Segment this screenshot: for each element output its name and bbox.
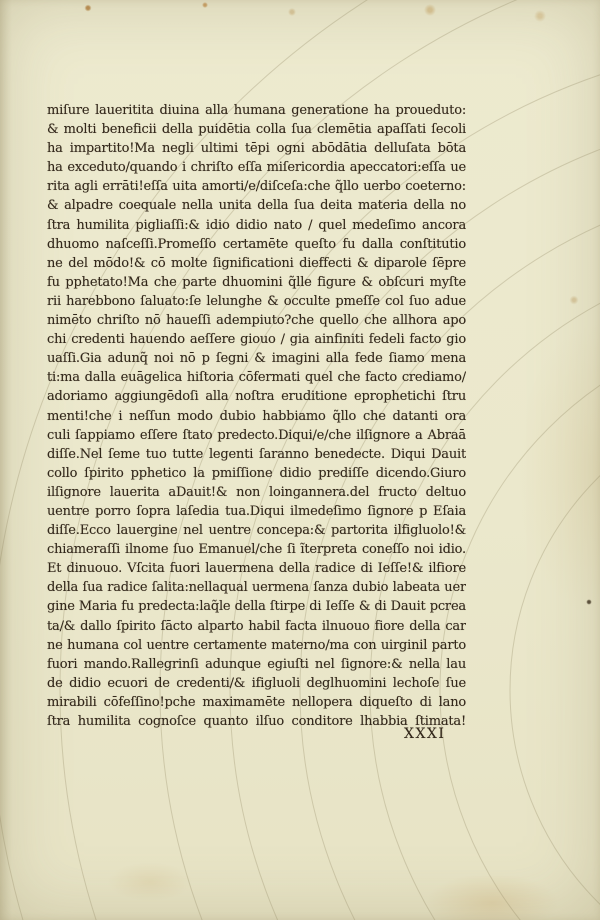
text-line: ti:ma dalla euāgelica hiſtoria cōfermati quel che facto crediamo/	[47, 370, 466, 386]
text-line: ilſignore lauerita aDauit!& non loingannera.del fructo deltuo	[47, 484, 466, 500]
text-line: uaſſi.Gia adunq̃ noi nō p ſegni & imagini alla fede ſiamo mena	[47, 351, 466, 367]
text-line: ſtra humilita cognoſce quanto ilſuo conditore lhabbia ſtimata!	[47, 714, 466, 729]
text-line: rita agli errāti!eſſa uita amorti/e/diſceſa:che q̃llo uerbo coeterno:	[47, 179, 466, 195]
text-line: ne humana col uentre certamente materno/ma con uirginil parto	[47, 637, 466, 653]
text-line: mirabili cōfeſſino!pche maximamēte nellopera diqueſto di lano	[47, 694, 466, 710]
text-line: uentre porro ſopra laſedia tua.Diqui ilmedeſimo ſignore p Eſaia	[47, 503, 466, 519]
text-line: de didio ecuori de credenti/& ifigluoli deglhuomini lechoſe ſue	[47, 675, 466, 691]
text-block	[47, 101, 466, 731]
text-line: ha exceduto/quando i chriſto eſſa miſericordia apeccatori:eſſa ue	[47, 160, 466, 176]
text-line: adoriamo aggiungēdoſi alla noſtra eruditione eprophetichi ſtru	[47, 389, 466, 405]
text-line: fu pphetato!Ma che parte dhuomini q̃lle figure & obſcuri myſte	[47, 274, 466, 290]
text-line: fuori mando.Rallegrinſi adunque egiuſti nel ſignore:& nella lau	[47, 656, 466, 672]
text-line: menti!che i neſſun modo dubio habbiamo q̃llo che datanti ora	[47, 408, 466, 424]
text-line: gine Maria fu predecta:laq̃le della ſtirpe di Ieſſe & di Dauit pcrea	[47, 599, 466, 615]
text-line: Et dinuouo. Vſcita fuori lauermena della radice di Ieſſe!& ilfiore	[47, 561, 466, 577]
text-line: & molti beneficii della puidētia colla ſua clemētia apaſſati ſecoli	[47, 122, 466, 138]
text-line: diſſe.Nel ſeme tuo tutte legenti ſaranno benedecte. Diqui Dauit	[47, 446, 466, 462]
folio-number: XXXI	[404, 726, 446, 742]
text-line: diſſe.Ecco lauergine nel uentre concepa:& partorita ilfigluolo!&	[47, 523, 466, 539]
text-line: ſtra humilita pigliaſſi:& idio didio nato / quel medeſimo ancora	[47, 217, 466, 233]
text-line: culi ſappiamo eſſere ſtato predecto.Diqui/e/che ilſignore a Abraā	[47, 427, 466, 443]
text-line: ta/& dallo ſpirito ſācto alparto habil facta ilnuouo fiore della car	[47, 618, 466, 634]
text-lines	[47, 101, 466, 731]
text-line: della ſua radice ſalita:nellaqual uermena ſanza dubio labeata uer	[47, 580, 466, 596]
text-line: chiameraſſi ilnome ſuo Emanuel/che ſi ĩterpreta coneſſo noi idio.	[47, 542, 466, 558]
text-line: ha impartito!Ma negli ultimi tēpi ogni abōdātia delluſata bōta	[47, 141, 466, 157]
text-line: ne del mōdo!& cō molte ſignificationi dieffecti & diparole ſēpre	[47, 255, 466, 271]
text-line: chi credenti hauendo aeſſere giouo / gia ainfiniti fedeli facto gio	[47, 332, 466, 348]
text-line: nimēto chriſto nō haueſſi adempiuto?che quello che allhora apo	[47, 313, 466, 329]
text-line: collo ſpirito pphetico la pmiſſione didio prediſſe dicendo.Giuro	[47, 465, 466, 481]
text-line: miſure laueritita diuina alla humana generatione ha proueduto:	[47, 103, 466, 118]
text-line: rii harebbono ſaluato:ſe lelunghe & occulte pmeſſe col ſuo adue	[47, 293, 466, 309]
text-line: & alpadre coequale nella unita della ſua deita materia della no	[47, 198, 466, 214]
text-line: dhuomo naſceſſi.Promeſſo certamēte queſto fu dalla conſtitutio	[47, 236, 466, 252]
